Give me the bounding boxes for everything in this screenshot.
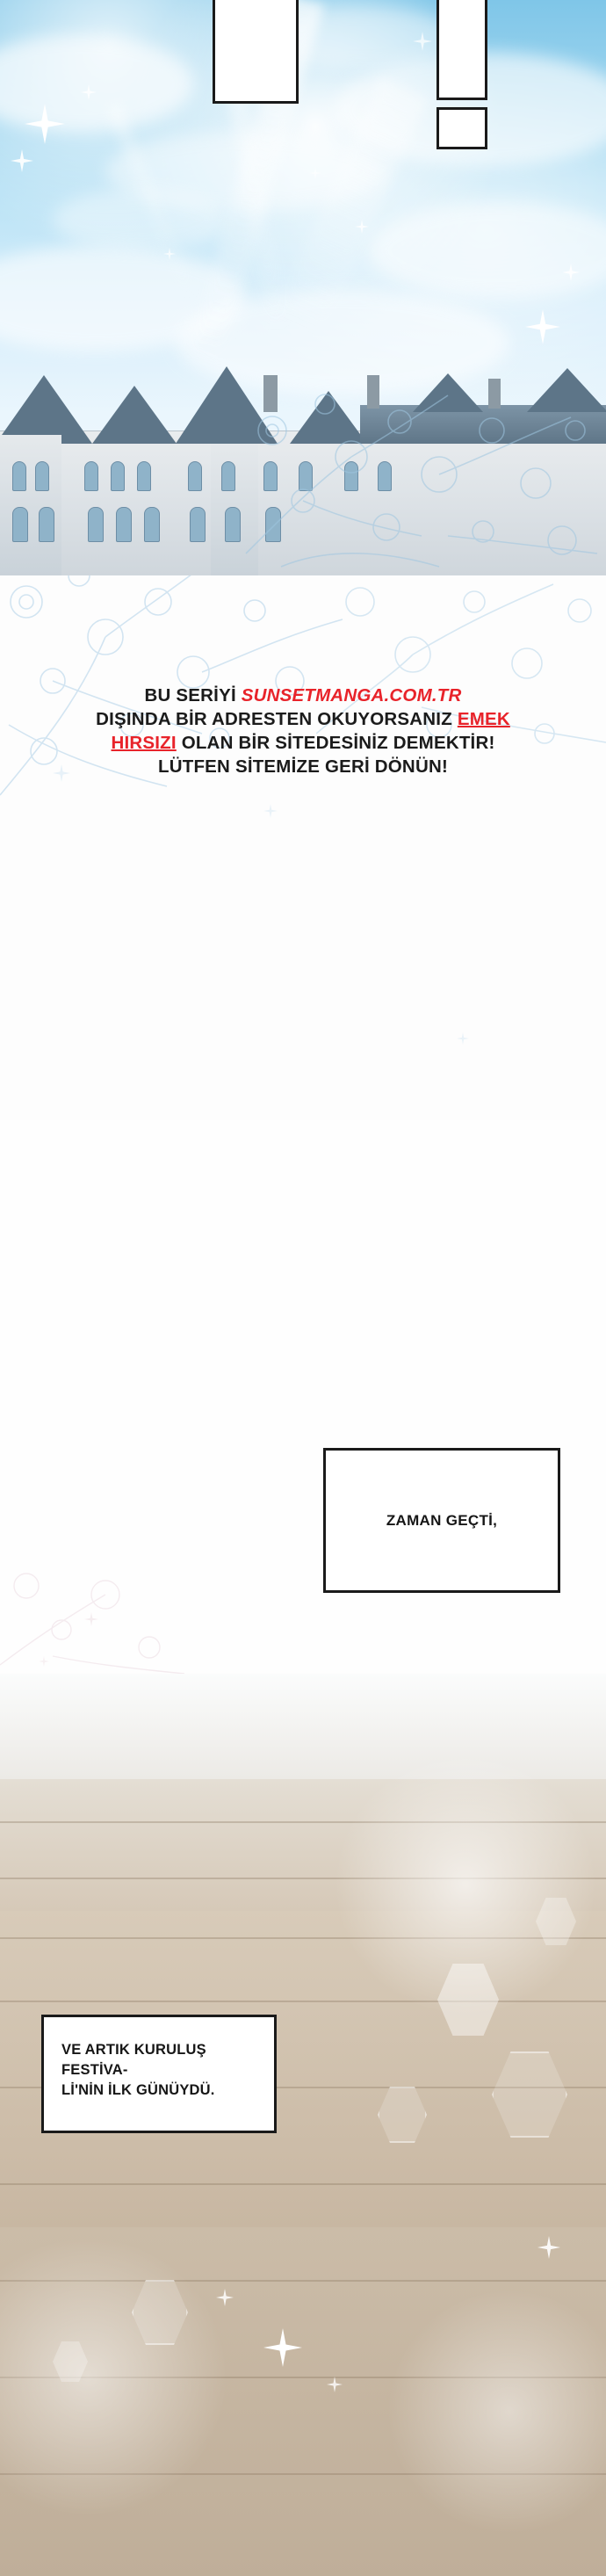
gutter-panel-box xyxy=(213,0,299,104)
castle-chimney xyxy=(263,375,278,412)
gutter-panel-box xyxy=(436,0,487,100)
panel-watermark-notice xyxy=(0,575,606,1120)
castle-window xyxy=(88,507,104,542)
castle-chimney xyxy=(367,375,379,409)
caption-box-time-passed xyxy=(323,1448,560,1593)
panel-sky-and-castle xyxy=(0,0,606,575)
castle-window xyxy=(39,507,54,542)
castle-window xyxy=(111,461,125,491)
notice-emphasis-1: EMEK xyxy=(457,709,510,729)
floral-line-art-icon xyxy=(0,1551,193,1674)
castle-roof-peak xyxy=(176,366,278,444)
sparkle-icon xyxy=(457,1032,469,1045)
notice-emphasis-2: HIRSIZI xyxy=(111,733,177,753)
castle-window xyxy=(299,461,313,491)
sparkle-icon xyxy=(11,149,33,172)
castle-window xyxy=(12,461,26,491)
sparkle-icon xyxy=(525,309,560,344)
notice-line2-plain: DIŞINDA BİR ADRESTEN OKUYORSANIZ xyxy=(96,709,458,729)
castle-window xyxy=(263,461,278,491)
castle-roof-peak xyxy=(413,373,483,412)
castle-body xyxy=(0,431,606,575)
panel-time-passed xyxy=(0,1120,606,1674)
sparkle-icon xyxy=(39,1656,49,1667)
cloud-shape xyxy=(53,189,228,250)
castle-window xyxy=(137,461,151,491)
castle-window xyxy=(190,507,206,542)
castle-window xyxy=(221,461,235,491)
caption-box-festival-day xyxy=(41,2015,277,2133)
castle-window xyxy=(12,507,28,542)
cloud-shape xyxy=(369,202,606,299)
castle-window xyxy=(265,507,281,542)
notice-line3-plain: OLAN BİR SİTEDESİNİZ DEMEKTİR! xyxy=(176,733,495,753)
sparkle-icon xyxy=(84,1612,98,1626)
castle-window xyxy=(378,461,392,491)
castle-window xyxy=(188,461,202,491)
panel-festival-ground xyxy=(0,1674,606,2576)
caption-line-2: Lİ'NİN İLK GÜNÜYDÜ. xyxy=(61,2082,215,2098)
caption-line-1: VE ARTIK KURULUŞ FESTİVA- xyxy=(61,2042,206,2078)
castle-tower xyxy=(0,435,61,575)
castle-roof-peak xyxy=(92,386,177,444)
gutter-panel-box xyxy=(436,107,487,149)
notice-site-name: SUNSETMANGA.COM.TR xyxy=(241,685,462,706)
castle-window xyxy=(225,507,241,542)
cloud-shape xyxy=(0,35,193,132)
piracy-notice-text xyxy=(0,684,606,778)
notice-line1-plain: BU SERİYİ xyxy=(144,685,242,706)
castle-roof-peak xyxy=(290,391,367,444)
castle-window xyxy=(116,507,132,542)
castle-roof-peak xyxy=(0,375,92,444)
wood-plank-line xyxy=(0,2183,606,2185)
castle-window xyxy=(84,461,98,491)
sparkle-icon xyxy=(263,804,278,818)
castle-roof-peak xyxy=(527,368,606,412)
caption-text: ZAMAN GEÇTİ, xyxy=(386,1511,498,1529)
castle-window xyxy=(144,507,160,542)
castle-illustration xyxy=(0,356,606,575)
castle-window xyxy=(35,461,49,491)
castle-chimney xyxy=(488,379,501,409)
castle-window xyxy=(344,461,358,491)
notice-line4: LÜTFEN SİTEMİZE GERİ DÖNÜN! xyxy=(158,756,448,777)
